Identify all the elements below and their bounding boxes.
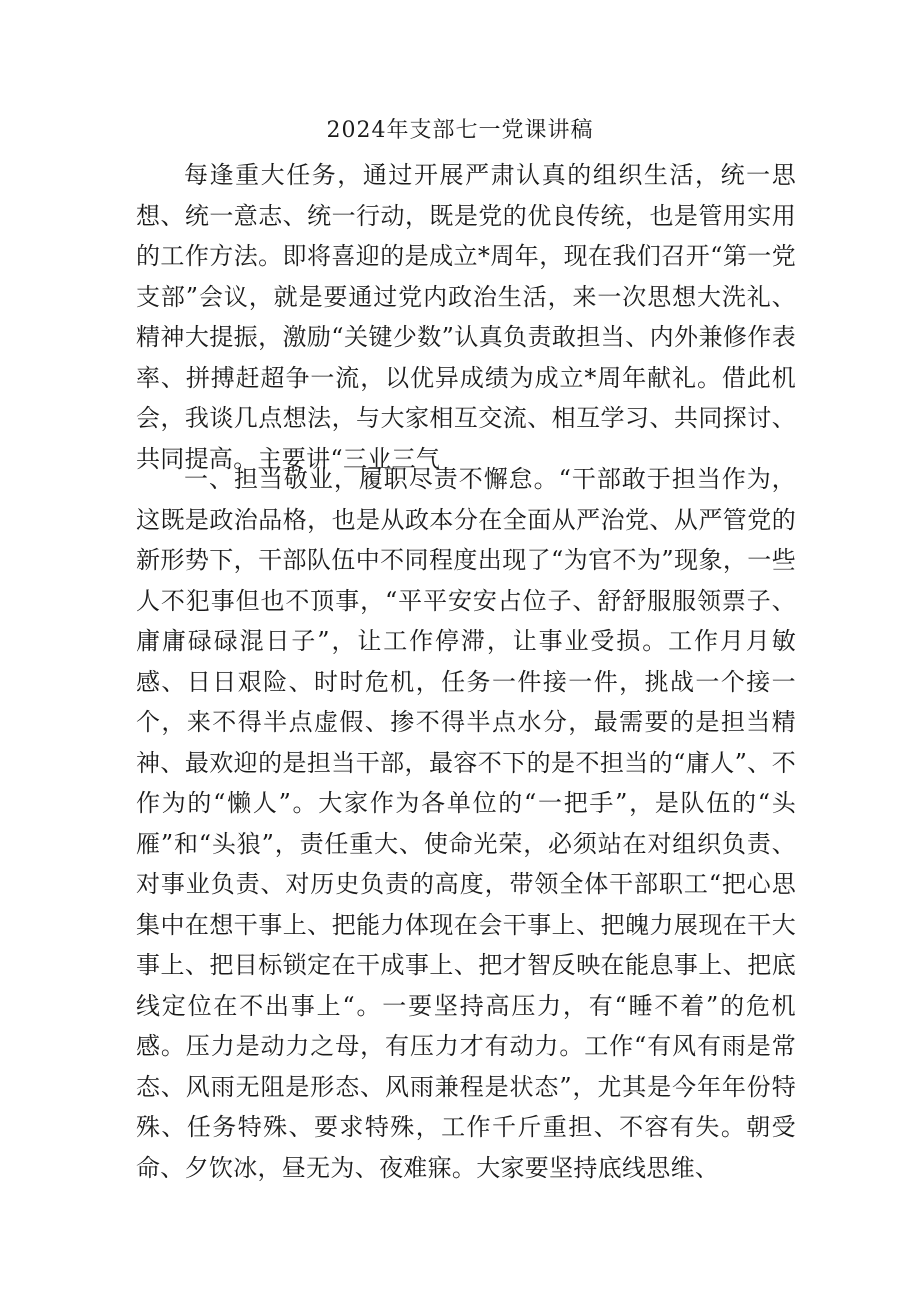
document-title: 2024年支部七一党课讲稿: [326, 118, 594, 143]
paragraph-text: 每逢重大任务，通过开展严肃认真的组织生活，统一思想、统一意志、统一行动，既是党的优良传统，也是管用实用的工作方法。即将喜迎的是成立*周年，现在我们召开“第一党支部”会议，就是要通过党内政治生活，来一次思想大洗礼、精神大提振，激励“关键少数”认真负责敢担当、内外兼修作表率、拼搏赶超争一流，以优异成绩为成立*周年献礼。借此机会，我谈几点想法，与大家相互交流、相互学习、共同探讨、共同提高。主要讲“三业三气: [136, 161, 796, 473]
body-paragraph-2: [136, 459, 796, 1188]
body-paragraph-1: [136, 155, 796, 479]
paragraph-text: 一、担当敬业，履职尽责不懈怠。“干部敢于担当作为，这既是政治品格，也是从政本分在全面从严治党、从严管党的新形势下，干部队伍中不同程度出现了“为官不为”现象，一些人不犯事但也不顶事，“平平安安占位子、舒舒服服领票子、庸庸碌碌混日子”，让工作停滞，让事业受损。工作月月敏感、日日艰险、时时危机，任务一件接一件，挑战一个接一个，来不得半点虚假、掺不得半点水分，最需要的是担当精神、最欢迎的是担当干部，最容不下的是不担当的“庸人”、不作为的“懒人”。大家作为各单位的“一把手”，是队伍的“头雁”和“头狼”，责任重大、使命光荣，必须站在对组织负责、对事业负责、对历史负责的高度，带领全体干部职工“把心思集中在想干事上、把能力体现在会干事上、把魄力展现在干大事上、把目标锁定在干成事上、把才智反映在能息事上、把底线定位在不出事上“。一要坚持高压力，有“睡不着”的危机感。压力是动力之母，有压力才有动力。工作“有风有雨是常态、风雨无阻是形态、风雨兼程是状态”，尤其是今年年份特殊、任务特殊、要求特殊，工作千斤重担、不容有失。朝受命、夕饮冰，昼无为、夜难寐。大家要坚持底线思维、: [136, 465, 796, 1182]
